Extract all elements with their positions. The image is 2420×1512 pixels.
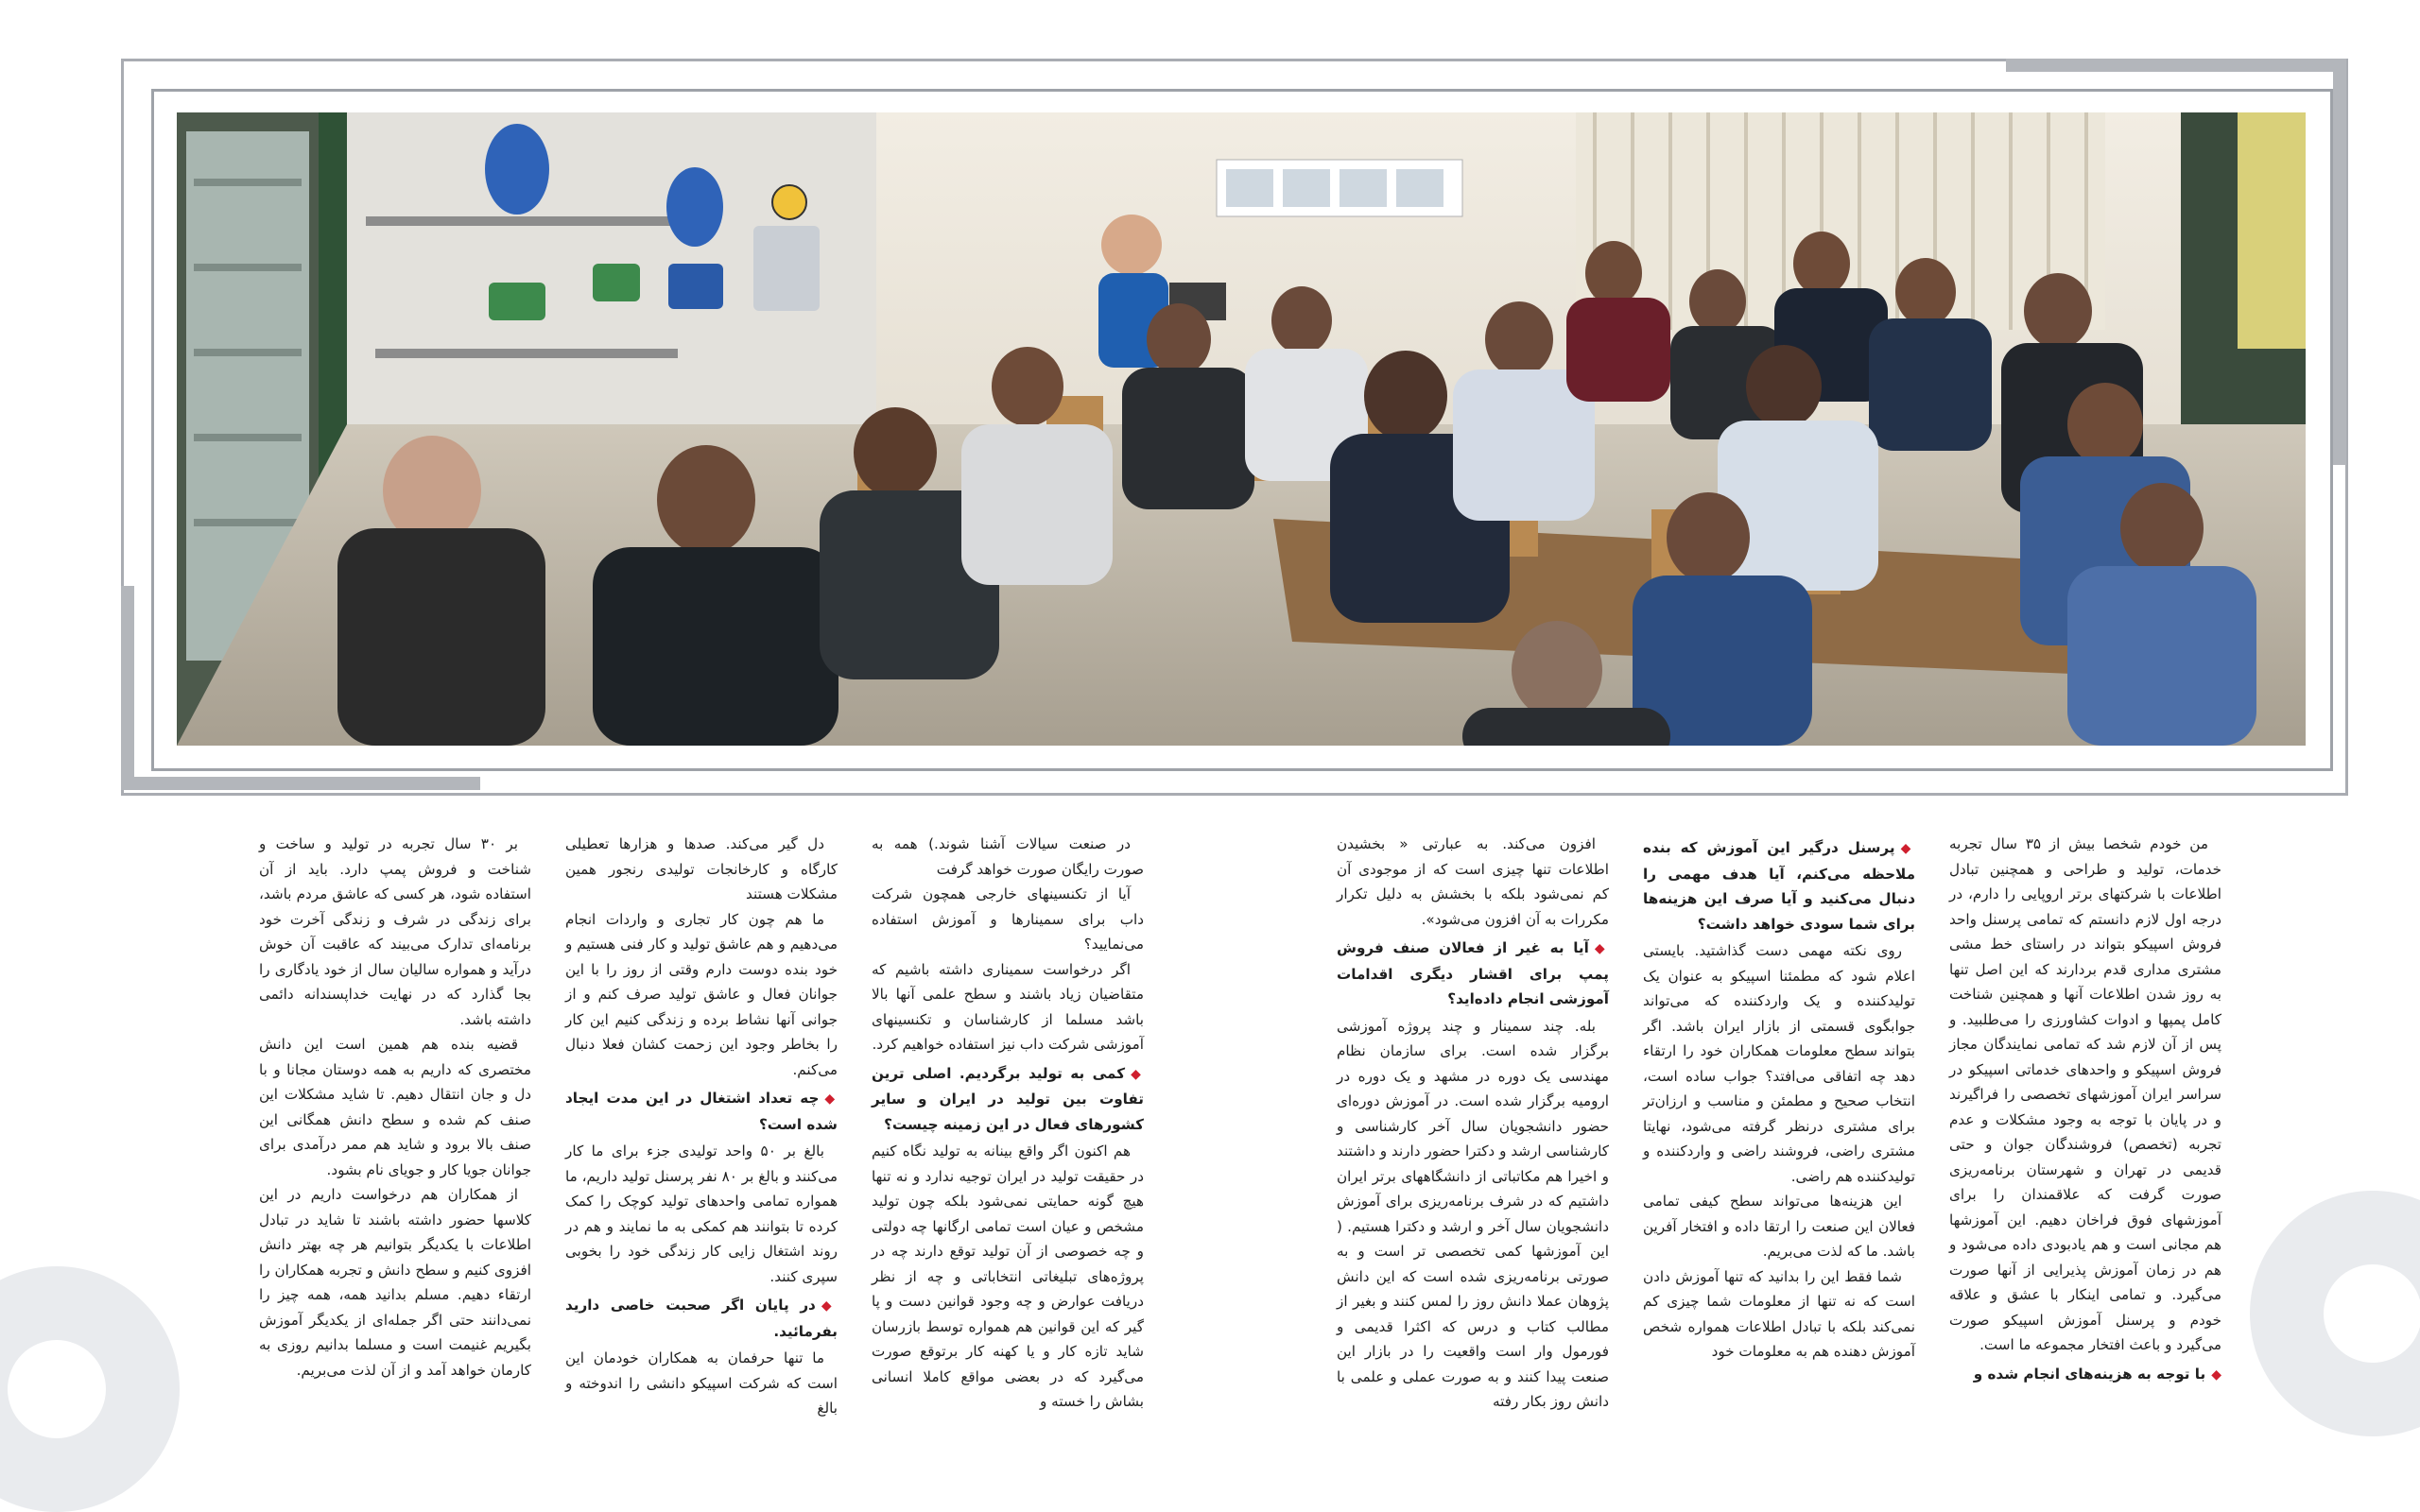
right-page-col-1 — [1949, 832, 2221, 1399]
body-paragraph: ما هم چون کار تجاری و واردات انجام می‌دهیم و هم عاشق تولید و کار فنی هستیم و خود بنده دوست دارم وقتی از روز را با این جوانان فعال و عاشق تولید صرف کنم و از جوانی آنها نشاط برده و زندگی کنیم این کار را بخاطر وجود این زحمت کشان فعلا دنبال می‌کنم. — [565, 910, 838, 1078]
question-text: کمی به تولید برگردیم. اصلی ترین تفاوت بین تولید در ایران و سایر کشورهای فعال در این زمینه چیست؟ — [872, 1064, 1144, 1133]
left-page-col-2 — [565, 832, 838, 1417]
diamond-bullet-icon: ◆ — [821, 1298, 838, 1314]
gear-decoration-left — [0, 1266, 180, 1512]
body-paragraph: از همکاران هم درخواست داریم در این کلاسها حضور داشته باشند تا شاید در تبادل اطلاعات با یکدیگر بتوانیم هر چه بهتر دانش افزوی کنیم و سطح دانش و تجربه همکاران را ارتقاء دهیم. مسلم بدانید همه، همه چیز را نمی‌دانند حتی اگر جمله‌ای از یکدیگر آموزش بگیریم غنیمت است و مسلما بدانیم روزی به کارمان خواهد آمد و از آن لذت می‌بریم. — [259, 1186, 531, 1379]
body-paragraph: بله. چند سمینار و چند پروژه آموزشی برگزار شده است. برای سازمان نظام مهندسی یک دوره در مشهد و یک دوره در ارومیه برگزار شده است. در آموزش دوره‌ای حضور دانشجویان سال آخر کارشناسی و کارشناسی ارشد و دکترا حضور دارند و داشتند و اخیرا هم مکاتباتی از دانشگاههای برتر ایران داشتیم که در شرف برنامه‌ریزی برای آموزش دانشجویان سال آخر و ارشد و دکترا هستیم. ( این آموزشها کمی تخصصی تر است و به صورتی برنامه‌ریزی شده است که این دانش پژوهان عملا دانش روز را لمس کنند و بغیر از مطالب کتاب و درس که اکثرا قدیمی و فورمول وار است واقعیت را در بازار این صنعت پیدا کنند و به صورت عملی و علمی با دانش روز بکار رفته — [1337, 1017, 1609, 1410]
photo-inner-frame — [151, 89, 2333, 771]
interview-question — [1643, 835, 1915, 936]
question-text: با توجه به هزینه‌های انجام شده و — [1973, 1365, 2206, 1383]
body-paragraph: هم اکنون اگر واقع بینانه به تولید نگاه کنیم در حقیقت تولید در ایران توجیه ندارد و نه تنها هیچ گونه حمایتی نمی‌شود بلکه چون تولید مشخص و عیان است تمامی ارگانها چه دولتی و چه خصوصی از آن تولید توقع دارند چه در پروژه‌های تبلیغاتی انتخاباتی و چه از نظر دریافت عوارض و چه وجود قوانین دست و پا گیر که این قوانین هم همواره توسط بازرسان شاید تازه کار و یا کهنه کار برتوقع صورت می‌گیرد که در بعضی مواقع کاملا انسانی بشاش را خسته و — [872, 1143, 1144, 1410]
question-text: پرسنل درگیر این آموزش که بنده ملاحظه می‌کنم، آیا هدف مهمی را دنبال می‌کنید و آیا صرف این هزینه‌ها برای شما سودی خواهد داشت؟ — [1643, 839, 1915, 933]
interview-question — [565, 1293, 838, 1344]
diamond-bullet-icon: ◆ — [2211, 1366, 2221, 1383]
gear-decoration-right — [2250, 1191, 2420, 1436]
diamond-bullet-icon: ◆ — [1594, 941, 1609, 956]
interview-question — [1949, 1362, 2221, 1388]
right-page — [1276, 832, 2221, 1410]
body-paragraph: بر ۳۰ سال تجربه در تولید و ساخت و شناخت و فروش پمپ دارد. باید از آن استفاده شود، هر کسی که عاشق مردم باشد، برای زندگی در شرف و زندگی آخرت خود برنامه‌ای تدارک می‌بیند که عاقبت آن خوش درآید و همواره سالیان سال از خود یادگاری را بجا گذارد که در نهایت خداپسندانه دائمی داشته باشد. — [259, 835, 531, 1028]
frame-corner-bottom-left — [121, 777, 480, 790]
question-text: در پایان اگر صحبت خاصی دارید بفرمائید. — [565, 1297, 838, 1340]
body-paragraph: این هزینه‌ها می‌تواند سطح کیفی تمامی فعالان این صنعت را ارتقا داده و افتخار آفرین باشد. ما که لذت می‌بریم. — [1643, 1193, 1915, 1260]
body-paragraph: دل گیر می‌کند. صدها و هزارها تعطیلی کارگاه و کارخانجات تولیدی رنجور همین مشکلات هستند — [565, 835, 838, 902]
interview-question — [565, 1086, 838, 1137]
body-paragraph: اگر درخواست سمیناری داشته باشیم که متقاضیان زیاد باشند و سطح علمی آنها بالا باشد مسلما از کارشناسان و تکنسینهای آموزشی شرکت داب نیز استفاده خواهیم کرد. — [872, 960, 1144, 1053]
seminar-photo — [177, 112, 2306, 746]
body-paragraph: ما تنها حرفمان به همکاران خودمان این است که شرکت اسپیکو دانشی را اندوخته و بالغ — [565, 1349, 838, 1417]
body-paragraph: روی نکته مهمی دست گذاشتید. بایستی اعلام شود که مطمئنا اسپیکو به عنوان یک تولیدکننده و یک واردکننده که می‌تواند جوابگوی قسمتی از بازار ایران باشد. اگر بتواند سطح معلومات همکاران خود را ارتقاء دهد چه اتفاقی می‌افتد؟ جواب ساده است، انتخاب صحیح و مطمئن و مناسب و ارزان‌تر برای مشتری درنظر گرفته می‌شود، نهایتا مشتری راضی، فروشند راضی و واردکننده و تولیدکننده هم راضی. — [1643, 942, 1915, 1185]
frame-corner-left — [121, 586, 134, 790]
interview-question — [1337, 936, 1609, 1012]
frame-corner-top-right — [2006, 59, 2346, 72]
diamond-bullet-icon: ◆ — [1900, 841, 1915, 856]
body-paragraph: قضیه بنده هم همین است این دانش مختصری که داریم به همه دوستان مجانا و با دل و جان انتقال دهیم. تا شاید مشکلات این صنف کم شده و سطح دانش همگانی این صنف بالا برود و شاید هم ممر درآمدی برای جوانان جویا کار و جویای نام بشود. — [259, 1036, 531, 1178]
body-paragraph: افزون می‌کند. به عبارتی « بخشیدن اطلاعات تنها چیزی است که از موجودی آن کم نمی‌شود بلکه با بخشش به دلیل تکرار مکررات به آن افزون می‌شود». — [1337, 835, 1609, 928]
right-page-col-2 — [1643, 832, 1915, 1399]
question-text: آیا به غیر از فعالان صنف فروش پمپ برای اقشار دیگری اقدامات آموزشی انجام داده‌اید؟ — [1337, 939, 1609, 1007]
body-paragraph: من خودم شخصا بیش از ۳۵ سال تجربه خدمات، تولید و طراحی و همچنین تبادل اطلاعات با شرکتهای برتر اروپایی را دارم، در درجه اول لازم دانستم که تمامی پرسنل واحد فروش اسپیکو بتواند در راستای خط مشی مشتری مداری قدم بردارند که این اصل تنها به روز شدن اطلاعات آنها و همچنین شناخت کامل پمپها و ادوات کشاورزی را می‌طلبید. و پس از آن لازم شد که تمامی نمایندگان مجاز فروش اسپیکو و واحدهای خدماتی اسپیکو در سراسر ایران آموزشهای تخصصی را فراگیرند و در پایان با توجه به وجود مشکلات و عدم تجربه (تخصص) فروشندگان جوان و حتی قدیمی در تهران و شهرستان برنامه‌ریزی صورت گرفت که علاقمندان را برای آموزشهای فوق فراخان دهیم. این آموزشها هم مجانی است و هم یادبودی داده می‌شود و هم در زمان آموزش پذیرایی از آنها صورت می‌گیرد. و تمامی اینکار با عشق و علاقه خودم و پرسنل آموزش اسپیکو صورت می‌گیرد و باعث افتخار مجموعه ما است. — [1949, 835, 2221, 1353]
interview-question — [872, 1061, 1144, 1138]
body-paragraph: آیا از تکنسینهای خارجی همچون شرکت داب برای سمینارها و آموزش استفاده می‌نمایید؟ — [872, 885, 1144, 953]
diamond-bullet-icon: ◆ — [824, 1091, 838, 1107]
frame-corner-right — [2333, 59, 2346, 465]
diamond-bullet-icon: ◆ — [1131, 1066, 1144, 1082]
question-text: چه تعداد اشتغال در این مدت ایجاد شده است؟ — [565, 1090, 838, 1133]
left-page — [236, 832, 1144, 1417]
article-body — [236, 832, 2250, 1417]
left-page-col-3 — [259, 832, 531, 1399]
body-paragraph: شما فقط این را بدانید که تنها آموزش دادن است که نه تنها از معلومات شما چیزی کم نمی‌کند بلکه با تبادل اطلاعات همواره شخص آموزش دهنده هم به معلومات خود — [1643, 1267, 1915, 1360]
right-page-col-3 — [1337, 832, 1609, 1410]
body-paragraph: در صنعت سیالات آشنا شوند.) همه به صورت رایگان صورت خواهد گرفت — [872, 835, 1144, 878]
left-page-col-1 — [872, 832, 1144, 1410]
body-paragraph: بالغ بر ۵۰ واحد تولیدی جزء برای ما کار می‌کنند و بالغ بر ۸۰ نفر پرسنل تولید داریم، ما همواره تمامی واحدهای تولید کوچک را کمک کرده تا بتوانند هم کمکی به ما نمایند و هم در روند اشتغال زایی کار زندگی خود را بخوبی سپری کنند. — [565, 1143, 838, 1285]
